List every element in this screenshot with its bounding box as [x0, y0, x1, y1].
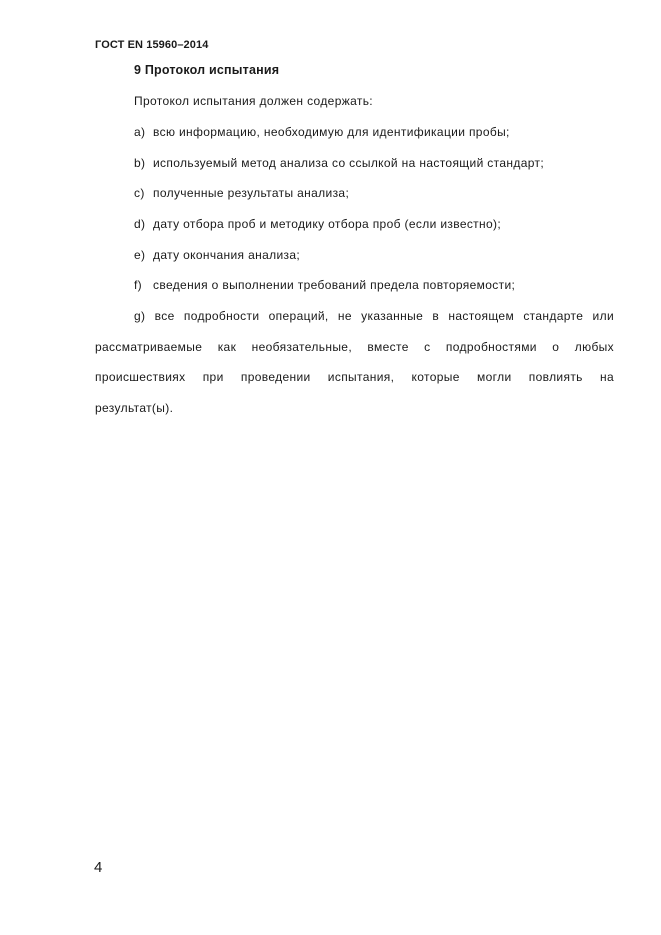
list-item-marker: b): [134, 156, 146, 170]
section-title: 9 Протокол испытания: [134, 63, 280, 77]
list-item-text: всю информацию, необходимую для идентификации пробы;: [153, 125, 510, 139]
list-item-marker: е): [134, 248, 146, 262]
list-item-g-line-1: g) все подробности операций, не указанные в настоящем стандарте или: [134, 309, 614, 323]
document-code-header: ГОСТ EN 15960–2014: [95, 39, 209, 51]
page-number: 4: [94, 859, 103, 876]
list-item-a: [134, 125, 510, 139]
list-item-marker: d): [134, 217, 146, 231]
list-item-g-line-4: результат(ы).: [95, 401, 174, 415]
list-item-marker: с): [134, 186, 145, 200]
list-item-marker: f): [134, 278, 143, 292]
list-item-text: сведения о выполнении требований предела повторяемости;: [153, 278, 516, 292]
section-intro: Протокол испытания должен содержать:: [134, 94, 373, 108]
list-item-e: [134, 248, 300, 262]
list-item-text: используемый метод анализа со ссылкой на настоящий стандарт;: [153, 156, 545, 170]
list-item-b: [134, 156, 544, 170]
list-item-g-line-3: происшествиях при проведении испытания, которые могли повлиять на: [95, 370, 614, 384]
list-item-marker: а): [134, 125, 146, 139]
list-item-f: [134, 278, 515, 292]
list-item-d: [134, 217, 501, 231]
list-item-g-line-2: рассматриваемые как необязательные, вместе с подробностями о любых: [95, 340, 614, 354]
list-item-text: дату отбора проб и методику отбора проб (если известно);: [153, 217, 502, 231]
list-item-text: полученные результаты анализа;: [153, 186, 350, 200]
list-item-c: [134, 186, 349, 200]
list-item-text: дату окончания анализа;: [153, 248, 301, 262]
